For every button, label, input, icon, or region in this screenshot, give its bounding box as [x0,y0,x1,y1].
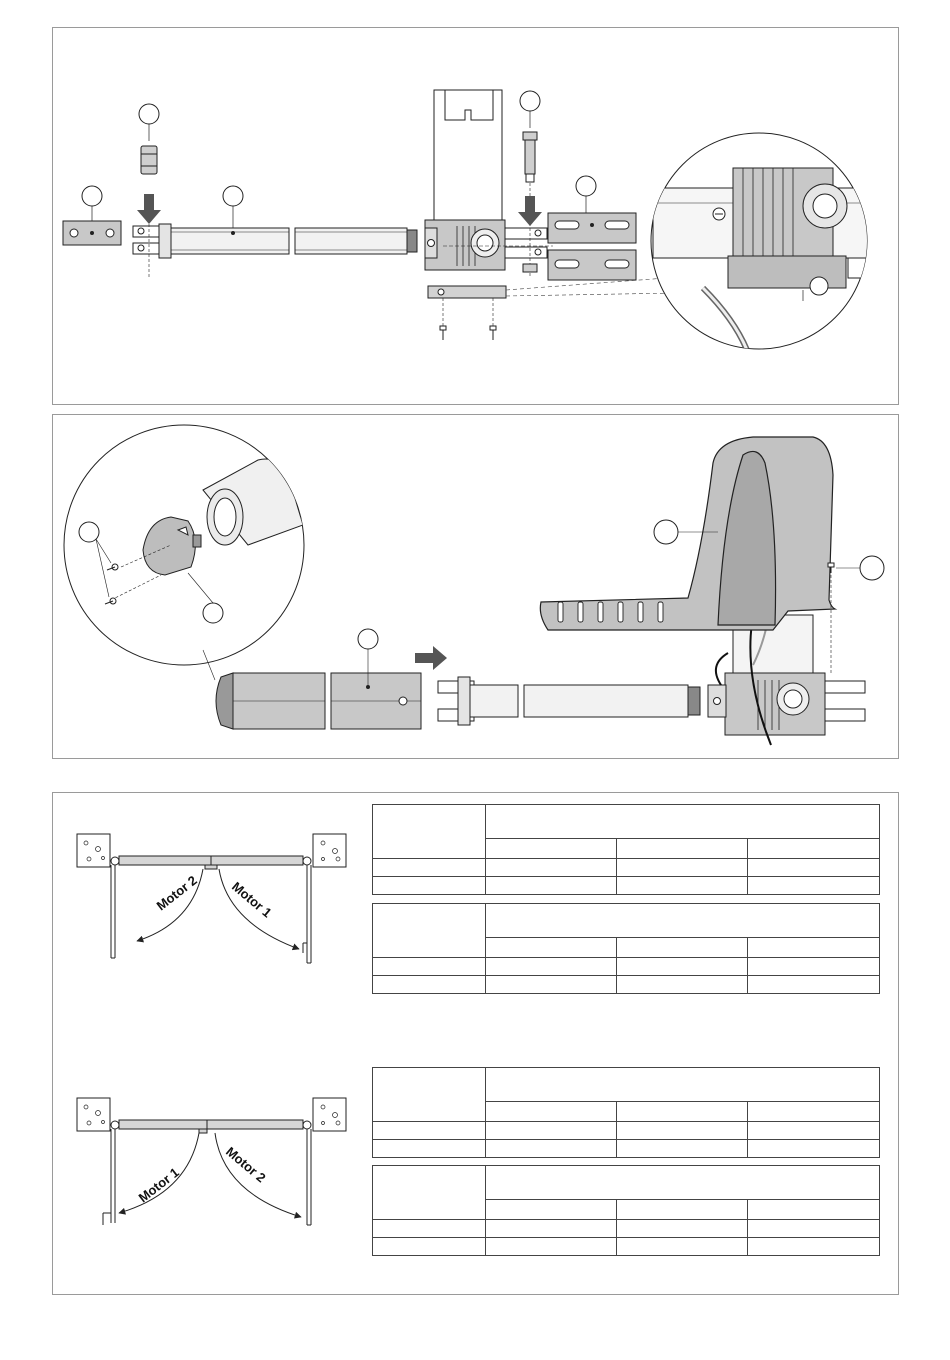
actuator-tube-icon [171,228,407,254]
cover-assembly-illustration [53,415,900,760]
actuator-cover-icon [540,437,835,630]
motor-arrangement-panel [52,792,899,1295]
wiring-table-2 [372,903,880,994]
bracket-plate-icon [63,221,121,245]
callout-circle-pin [139,104,159,124]
cover-screw-icon [828,556,884,675]
fixing-bracket-icon [548,213,636,280]
wiring-table-1 [372,804,880,895]
callout-circle-cover [654,520,678,544]
gate-diagram-a [77,834,346,963]
motor-left-label-a: Motor 2 [153,872,200,914]
tube-cover-icon [216,673,421,729]
gate-diagram-b [77,1098,346,1225]
pillar-icon [313,1098,346,1131]
base-plate-icon [428,286,506,298]
front-fork-icon [133,224,171,258]
detail-magnifier-icon [64,425,304,665]
pillar-icon [313,834,346,867]
motor-gearbox-icon [708,615,865,735]
pin-part-icon [141,146,157,174]
actuator-tube-icon [438,677,700,725]
callout-circle-bracket [576,176,596,196]
screw-icon [440,298,496,340]
installation-step-panel-2 [52,414,899,759]
callout-circle-cap [203,603,223,623]
motor-right-label-a: Motor 1 [229,878,275,921]
arrow-right-icon [415,646,447,670]
pillar-icon [77,1098,110,1131]
motor-right-label-b: Motor 2 [223,1143,269,1186]
callout-circle-tube-cover [358,629,378,649]
wiring-table-3 [372,1067,880,1158]
arrow-down-icon-2 [518,196,542,226]
callout-circle-plate [82,186,102,206]
callout-circle-rear-pin [520,91,540,111]
detail-magnifier-icon [651,133,893,368]
arrow-down-icon [137,194,161,224]
actuator-assembly-illustration [53,28,900,406]
wiring-table-4 [372,1165,880,1256]
pillar-icon [77,834,110,867]
callout-circle-tube [223,186,243,206]
motor-left-label-b: Motor 1 [135,1164,182,1206]
installation-step-panel-1 [52,27,899,405]
